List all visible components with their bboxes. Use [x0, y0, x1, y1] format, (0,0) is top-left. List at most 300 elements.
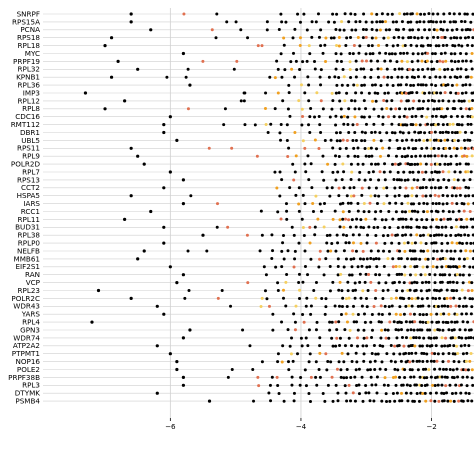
- y-tick-label: ATP2A2: [12, 341, 40, 351]
- data-point: [292, 36, 295, 39]
- data-point: [221, 289, 224, 292]
- data-point: [304, 368, 307, 371]
- data-point: [401, 210, 404, 213]
- data-point: [317, 266, 320, 269]
- data-point: [430, 321, 433, 324]
- y-tick-label: POLR2D: [10, 159, 40, 169]
- data-point: [411, 107, 414, 110]
- data-point: [350, 344, 353, 347]
- data-point: [183, 297, 186, 300]
- data-point: [362, 258, 365, 261]
- data-point: [455, 345, 458, 348]
- data-point: [438, 171, 441, 174]
- data-point: [437, 305, 440, 308]
- data-point: [371, 84, 374, 87]
- data-point: [459, 67, 462, 70]
- data-point: [274, 107, 277, 110]
- data-point: [341, 352, 344, 355]
- data-point: [373, 368, 376, 371]
- data-point: [426, 123, 429, 126]
- data-point: [386, 257, 389, 260]
- data-point: [335, 328, 338, 331]
- y-tick-label: RAN: [25, 270, 40, 280]
- data-point: [274, 76, 277, 79]
- data-point: [425, 186, 428, 189]
- data-point: [423, 92, 426, 95]
- data-point: [182, 376, 185, 379]
- data-point: [387, 274, 390, 277]
- data-point: [279, 13, 282, 16]
- data-point: [428, 178, 431, 181]
- data-point: [349, 76, 352, 79]
- data-point: [447, 131, 450, 134]
- data-point: [372, 139, 375, 142]
- data-point: [422, 139, 425, 142]
- data-point: [320, 210, 323, 213]
- data-point: [285, 210, 288, 213]
- data-point: [375, 20, 378, 23]
- data-point: [395, 313, 398, 316]
- data-point: [371, 313, 374, 316]
- data-point: [442, 29, 445, 32]
- data-point: [279, 139, 282, 142]
- data-point: [455, 202, 458, 205]
- data-point: [385, 400, 388, 403]
- data-point: [358, 368, 361, 371]
- data-point: [348, 186, 351, 189]
- data-point: [442, 352, 445, 355]
- data-point: [469, 28, 472, 31]
- data-point: [389, 170, 392, 173]
- data-point: [312, 289, 315, 292]
- data-point: [323, 273, 326, 276]
- data-point: [354, 91, 357, 94]
- data-point: [469, 242, 472, 245]
- data-point: [397, 28, 400, 31]
- data-point: [447, 328, 450, 331]
- data-point: [427, 12, 430, 15]
- data-point: [451, 131, 454, 134]
- data-point: [369, 202, 372, 205]
- data-point: [412, 100, 415, 103]
- data-point: [449, 91, 452, 94]
- data-point: [429, 399, 432, 402]
- data-point: [216, 226, 219, 229]
- data-point: [308, 44, 311, 47]
- data-point: [302, 139, 305, 142]
- data-point: [307, 392, 310, 395]
- data-point: [357, 52, 360, 55]
- data-point: [275, 186, 278, 189]
- data-point: [315, 91, 318, 94]
- data-point: [343, 266, 346, 269]
- data-point: [369, 52, 372, 55]
- data-point: [439, 139, 442, 142]
- data-point: [380, 329, 383, 332]
- data-point: [418, 107, 421, 110]
- data-point: [230, 147, 233, 150]
- data-point: [341, 218, 344, 221]
- data-point: [463, 265, 466, 268]
- data-point: [334, 163, 337, 166]
- data-point: [449, 250, 452, 253]
- data-point: [162, 313, 165, 316]
- data-point: [414, 147, 417, 150]
- data-point: [283, 400, 286, 403]
- data-point: [208, 147, 211, 150]
- data-point: [358, 171, 361, 174]
- data-point: [458, 265, 461, 268]
- data-point: [397, 36, 400, 39]
- data-point: [387, 36, 390, 39]
- data-point: [431, 115, 434, 118]
- data-point: [399, 186, 402, 189]
- data-point: [453, 170, 456, 173]
- data-point: [343, 328, 346, 331]
- y-tick-label: RPS15A: [12, 17, 40, 27]
- data-point: [434, 186, 437, 189]
- data-point: [374, 297, 377, 300]
- data-point: [303, 321, 306, 324]
- data-point: [335, 44, 338, 47]
- data-point: [352, 147, 355, 150]
- data-point: [339, 281, 342, 284]
- y-tick-label: POLE2: [16, 364, 40, 374]
- data-point: [315, 328, 318, 331]
- data-point: [418, 99, 421, 102]
- data-point: [460, 147, 463, 150]
- data-point: [413, 36, 416, 39]
- data-point: [351, 123, 354, 126]
- data-point: [374, 131, 377, 134]
- data-point: [446, 400, 449, 403]
- data-point: [156, 344, 159, 347]
- data-point: [467, 368, 470, 371]
- data-point: [367, 289, 370, 292]
- data-point: [270, 257, 273, 260]
- data-point: [231, 368, 234, 371]
- data-point: [426, 60, 429, 63]
- data-point: [374, 234, 377, 237]
- data-point: [455, 154, 458, 157]
- data-point: [392, 84, 395, 87]
- data-point: [456, 131, 459, 134]
- data-point: [469, 210, 472, 213]
- data-point: [344, 392, 347, 395]
- data-point: [371, 21, 374, 24]
- y-tick-label: RPL32: [17, 64, 40, 74]
- data-point: [396, 139, 399, 142]
- y-tick-label: RPS11: [16, 143, 40, 153]
- data-point: [445, 234, 448, 237]
- data-point: [362, 163, 365, 166]
- data-point: [455, 28, 458, 31]
- data-point: [346, 352, 349, 355]
- data-point: [187, 107, 190, 110]
- data-point: [293, 131, 296, 134]
- data-point: [417, 68, 420, 71]
- data-point: [393, 281, 396, 284]
- data-point: [435, 44, 438, 47]
- data-point: [354, 20, 357, 23]
- data-point: [366, 368, 369, 371]
- data-point: [364, 321, 367, 324]
- data-point: [374, 163, 377, 166]
- data-point: [382, 187, 385, 190]
- data-point: [415, 384, 418, 387]
- data-point: [388, 250, 391, 253]
- y-tick-label: SNRPF: [16, 9, 40, 19]
- data-point: [384, 218, 387, 221]
- data-point: [421, 321, 424, 324]
- data-point: [427, 305, 430, 308]
- data-point: [442, 13, 445, 16]
- data-point: [443, 20, 446, 23]
- data-point: [380, 304, 383, 307]
- data-point: [340, 107, 343, 110]
- data-point: [352, 313, 355, 316]
- data-point: [446, 83, 449, 86]
- data-point: [324, 352, 327, 355]
- data-point: [393, 320, 396, 323]
- data-point: [324, 297, 327, 300]
- data-point: [382, 289, 385, 292]
- data-point: [388, 147, 391, 150]
- data-point: [347, 155, 350, 158]
- data-point: [290, 68, 293, 71]
- data-point: [356, 202, 359, 205]
- data-point: [452, 257, 455, 260]
- data-point: [383, 265, 386, 268]
- data-point: [438, 76, 441, 79]
- data-point: [356, 336, 359, 339]
- data-point: [182, 384, 185, 387]
- data-point: [391, 233, 394, 236]
- data-point: [417, 83, 420, 86]
- data-point: [382, 202, 385, 205]
- data-point: [469, 336, 472, 339]
- y-tick-label: RPL38: [17, 230, 40, 240]
- data-point: [271, 249, 274, 252]
- data-point: [300, 83, 303, 86]
- data-point: [376, 92, 379, 95]
- data-point: [165, 76, 168, 79]
- data-point: [299, 376, 302, 379]
- data-point: [342, 360, 345, 363]
- data-point: [437, 352, 440, 355]
- data-point: [284, 304, 287, 307]
- data-point: [352, 83, 355, 86]
- data-point: [116, 60, 119, 63]
- data-point: [459, 194, 462, 197]
- data-point: [395, 155, 398, 158]
- data-point: [169, 352, 172, 355]
- data-point: [348, 384, 351, 387]
- data-point: [330, 139, 333, 142]
- data-point: [407, 99, 410, 102]
- data-point: [407, 21, 410, 24]
- data-point: [372, 108, 375, 111]
- data-point: [432, 178, 435, 181]
- data-point: [299, 44, 302, 47]
- data-point: [471, 289, 474, 292]
- data-point: [467, 163, 470, 166]
- y-tick-label: IMP3: [22, 88, 40, 98]
- data-point: [408, 360, 411, 363]
- data-point: [364, 384, 367, 387]
- data-point: [435, 336, 438, 339]
- data-point: [421, 194, 424, 197]
- data-point: [287, 360, 290, 363]
- data-point: [334, 320, 337, 323]
- data-point: [451, 241, 454, 244]
- data-point: [330, 37, 333, 40]
- data-point: [471, 368, 474, 371]
- data-point: [366, 234, 369, 237]
- data-point: [182, 202, 185, 205]
- data-point: [410, 194, 413, 197]
- data-point: [392, 352, 395, 355]
- data-point: [345, 312, 348, 315]
- data-point: [430, 163, 433, 166]
- data-point: [407, 226, 410, 229]
- data-point: [274, 266, 277, 269]
- data-point: [417, 171, 420, 174]
- data-point: [436, 29, 439, 32]
- data-point: [467, 344, 470, 347]
- data-point: [381, 297, 384, 300]
- data-point: [465, 155, 468, 158]
- data-point: [298, 186, 301, 189]
- data-point: [362, 28, 365, 31]
- data-point: [294, 328, 297, 331]
- data-point: [445, 250, 448, 253]
- data-point: [438, 368, 441, 371]
- data-point: [430, 131, 433, 134]
- data-point: [357, 313, 360, 316]
- data-point: [459, 75, 462, 78]
- data-point: [361, 187, 364, 190]
- data-point: [384, 281, 387, 284]
- data-point: [376, 226, 379, 229]
- data-point: [334, 123, 337, 126]
- data-point: [415, 289, 418, 292]
- data-point: [377, 195, 380, 198]
- data-point: [257, 44, 260, 47]
- data-point: [398, 250, 401, 253]
- data-point: [353, 131, 356, 134]
- data-point: [364, 131, 367, 134]
- data-point: [382, 99, 385, 102]
- data-point: [413, 131, 416, 134]
- data-points: [84, 12, 474, 403]
- data-point: [441, 131, 444, 134]
- data-point: [429, 234, 432, 237]
- data-point: [331, 186, 334, 189]
- data-point: [345, 36, 348, 39]
- data-point: [351, 360, 354, 363]
- data-point: [336, 399, 339, 402]
- data-point: [466, 170, 469, 173]
- data-point: [425, 147, 428, 150]
- data-point: [452, 281, 455, 284]
- data-point: [460, 20, 463, 23]
- data-point: [143, 249, 146, 252]
- data-point: [411, 242, 414, 245]
- data-point: [395, 289, 398, 292]
- data-point: [365, 155, 368, 158]
- data-point: [307, 99, 310, 102]
- data-point: [443, 304, 446, 307]
- data-point: [425, 194, 428, 197]
- data-point: [201, 234, 204, 237]
- data-point: [467, 202, 470, 205]
- data-point: [471, 44, 474, 47]
- data-point: [439, 20, 442, 23]
- data-point: [371, 52, 374, 55]
- data-point: [448, 344, 451, 347]
- data-point: [252, 400, 255, 403]
- data-point: [284, 281, 287, 284]
- data-point: [442, 123, 445, 126]
- data-point: [462, 226, 465, 229]
- data-point: [347, 289, 350, 292]
- data-point: [443, 344, 446, 347]
- data-point: [326, 250, 329, 253]
- y-tick-label: NOP16: [15, 357, 40, 366]
- data-point: [430, 186, 433, 189]
- data-point: [455, 289, 458, 292]
- data-point: [455, 163, 458, 166]
- y-tick-label: PCNA: [20, 25, 40, 35]
- data-point: [188, 84, 191, 87]
- data-point: [350, 178, 353, 181]
- data-point: [471, 154, 474, 157]
- data-point: [156, 392, 159, 395]
- data-point: [287, 368, 290, 371]
- data-point: [331, 171, 334, 174]
- data-point: [410, 281, 413, 284]
- data-point: [420, 218, 423, 221]
- data-point: [342, 226, 345, 229]
- data-point: [298, 289, 301, 292]
- data-point: [461, 289, 464, 292]
- data-point: [391, 304, 394, 307]
- data-point: [418, 400, 421, 403]
- data-point: [162, 131, 165, 134]
- data-point: [465, 52, 468, 55]
- data-point: [409, 376, 412, 379]
- data-point: [400, 321, 403, 324]
- data-point: [461, 84, 464, 87]
- data-point: [331, 376, 334, 379]
- data-point: [280, 20, 283, 23]
- data-point: [441, 60, 444, 63]
- data-point: [388, 52, 391, 55]
- data-point: [470, 352, 473, 355]
- data-point: [403, 281, 406, 284]
- data-point: [397, 329, 400, 332]
- data-point: [443, 273, 446, 276]
- data-point: [343, 29, 346, 32]
- data-point: [315, 384, 318, 387]
- data-point: [377, 281, 380, 284]
- data-point: [318, 368, 321, 371]
- data-point: [349, 36, 352, 39]
- data-point: [259, 249, 262, 252]
- data-point: [381, 218, 384, 221]
- data-point: [430, 171, 433, 174]
